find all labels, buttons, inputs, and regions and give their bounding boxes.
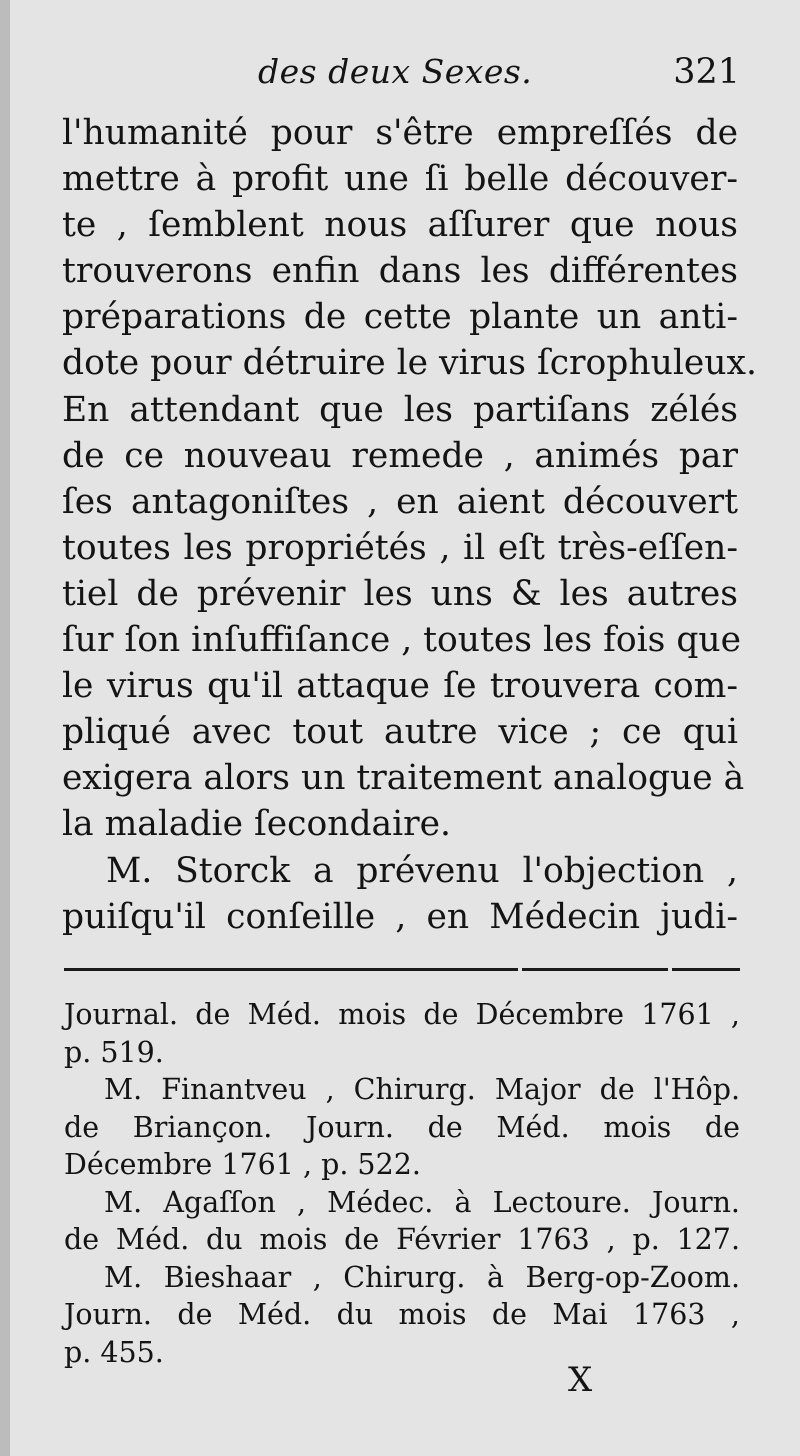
footnote-rule: [64, 968, 740, 971]
footnote-line: M. Agaſſon , Médec. à Lectoure. Journ.: [104, 1185, 740, 1219]
page-number: 321: [673, 52, 740, 92]
body-line: exigera alors un traitement analogue à: [62, 758, 745, 799]
rule-gap: [518, 966, 522, 973]
footnote-line: p. 455.: [64, 1335, 164, 1369]
footnote-line: Journ. de Méd. du mois de Mai 1763 ,: [64, 1298, 740, 1331]
body-line: préparations de cette plante un anti-: [62, 297, 738, 338]
footnote-line: Décembre 1761 , p. 522.: [64, 1148, 421, 1181]
body-line: de ce nouveau remede , animés par: [62, 435, 738, 476]
page-header: [62, 52, 750, 100]
rule-gap: [668, 966, 672, 973]
body-line: puiſqu'il conſeille , en Médecin judi-: [62, 896, 738, 937]
body-line: mettre à profit une ſi belle découver-: [62, 159, 738, 200]
body-line: trouverons enfin dans les différentes: [62, 251, 738, 292]
body-line: En attendant que les partiſans zélés: [62, 389, 738, 430]
signature-mark: X: [568, 1360, 593, 1400]
footnotes: [64, 996, 740, 1371]
body-line: l'humanité pour s'être empreſſés de: [62, 113, 738, 153]
body-line: la maladie ſecondaire.: [62, 804, 452, 845]
body-line: pliqué avec tout autre vice ; ce qui: [62, 712, 738, 753]
body-text: [62, 110, 757, 940]
body-line: M. Storck a prévenu l'objection ,: [106, 850, 738, 891]
body-line: dote pour détruire le virus ſcrophuleux.: [62, 343, 757, 384]
footnote-line: de Briançon. Journ. de Méd. mois de: [64, 1110, 740, 1144]
body-line: le virus qu'il attaque ſe trouvera com-: [62, 666, 738, 707]
body-line: ſes antagoniſtes , en aient découvert: [62, 481, 738, 522]
body-line: toutes les propriétés , il eſt très-eſſen-: [62, 527, 738, 568]
footnote-line: M. Bieshaar , Chirurg. à Berg-op-Zoom.: [104, 1260, 740, 1294]
footnote-line: Journal. de Méd. mois de Décembre 1761 ,: [64, 998, 740, 1031]
footnote-line: p. 519.: [64, 1035, 164, 1069]
footnote-line: de Méd. du mois de Février 1763 , p. 127.: [64, 1223, 740, 1256]
footnote-line: M. Finantveu , Chirurg. Major de l'Hôp.: [104, 1073, 740, 1106]
body-line: te , ſemblent nous aſſurer que nous: [62, 205, 738, 246]
body-line: ſur ſon inſuffiſance , toutes les fois que: [62, 620, 742, 661]
running-title: des deux Sexes.: [258, 52, 533, 91]
body-line: tiel de prévenir les uns & les autres: [62, 573, 738, 614]
